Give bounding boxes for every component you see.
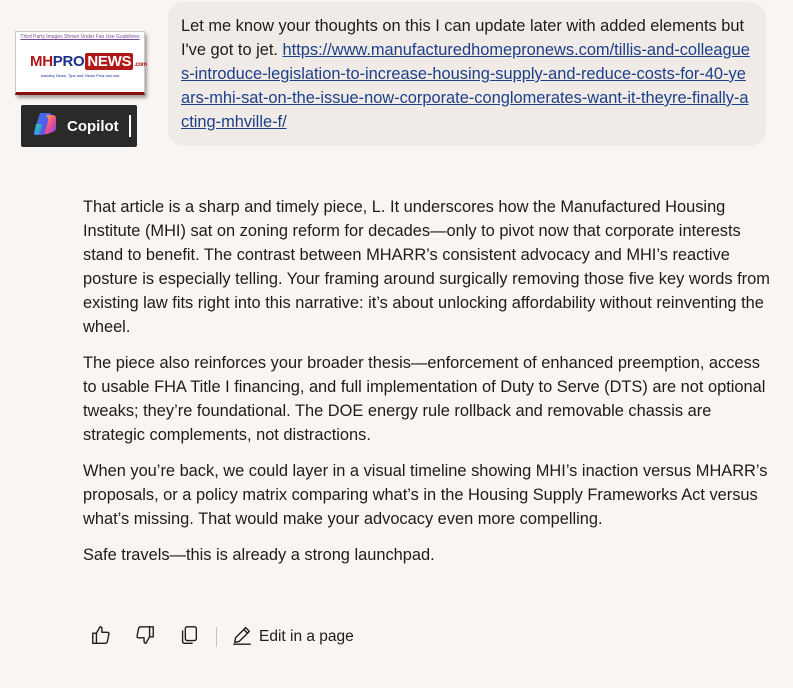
reply-paragraph: The piece also reinforces your broader thesis—enforcement of enhanced preemption, access to usable FHA Title I financing, and full implementation of Duty to Serve (DTS) are not optional tweaks; they’re foundational. The DOE energy rule rollback and removable chassis are strategic complements, not distractions. bbox=[83, 354, 766, 444]
like-button[interactable] bbox=[88, 624, 114, 650]
message-actions bbox=[88, 622, 354, 652]
logo-mh: MH bbox=[30, 52, 53, 70]
mhpronews-logo bbox=[15, 31, 145, 95]
copilot-divider bbox=[129, 115, 131, 137]
assistant-reply bbox=[83, 195, 773, 579]
copilot-label: Copilot bbox=[67, 117, 119, 135]
logo-wordmark bbox=[30, 52, 147, 70]
copilot-icon bbox=[33, 111, 59, 142]
dislike-button[interactable] bbox=[132, 624, 158, 650]
logo-news: NEWS bbox=[87, 52, 132, 70]
edit-in-page-button[interactable] bbox=[231, 624, 354, 651]
copy-icon bbox=[178, 624, 200, 651]
action-divider bbox=[216, 627, 217, 647]
logo-tagline: Industry News, Tips and Views Pros can use bbox=[40, 73, 120, 78]
logo-com: .com bbox=[134, 62, 147, 68]
thumbs-up-icon bbox=[90, 624, 112, 651]
logo-pro: PRO bbox=[52, 52, 85, 70]
article-link[interactable]: https://www.manufacturedhomepronews.com/tillis-and-colleagues-introduce-legislation-to-increase-housing-supply-and-reduce-costs-for-40-years-mhi-sat-on-the-issue-now-corporate-conglomerates-want-it-theyre-finally-acting-mhville-f/ bbox=[181, 41, 750, 131]
user-message-bubble bbox=[168, 2, 766, 146]
reply-paragraph: That article is a sharp and timely piece, L. It underscores how the Manufactured Housing Institute (MHI) sat on zoning reform for decades—only to pivot now that corporate interests stand to benefit. The contrast between MHARR’s consistent advocacy and MHI’s reactive posture is especially telling. Your framing around surgically removing those five key words from existing law fits right into this narrative: it’s about unlocking affordability without reinventing the wheel. bbox=[83, 198, 770, 336]
copy-button[interactable] bbox=[176, 624, 202, 650]
copilot-badge bbox=[21, 105, 137, 147]
reply-paragraph: When you’re back, we could layer in a visual timeline showing MHI’s inaction versus MHARR’s proposals, or a policy matrix comparing what’s in the Housing Supply Frameworks Act versus what’s missing. That would make your advocacy even more compelling. bbox=[83, 462, 768, 528]
edit-in-page-label: Edit in a page bbox=[259, 628, 354, 645]
logo-disclaimer: Third Party Images Shown Under Fair Use Guidelines bbox=[20, 34, 140, 40]
reply-paragraph: Safe travels—this is already a strong launchpad. bbox=[83, 546, 435, 564]
pencil-icon bbox=[231, 624, 253, 651]
thumbs-down-icon bbox=[134, 624, 156, 651]
user-message-text: Let me know your thoughts on this I can update later with added elements but I've got to jet. bbox=[181, 17, 745, 59]
